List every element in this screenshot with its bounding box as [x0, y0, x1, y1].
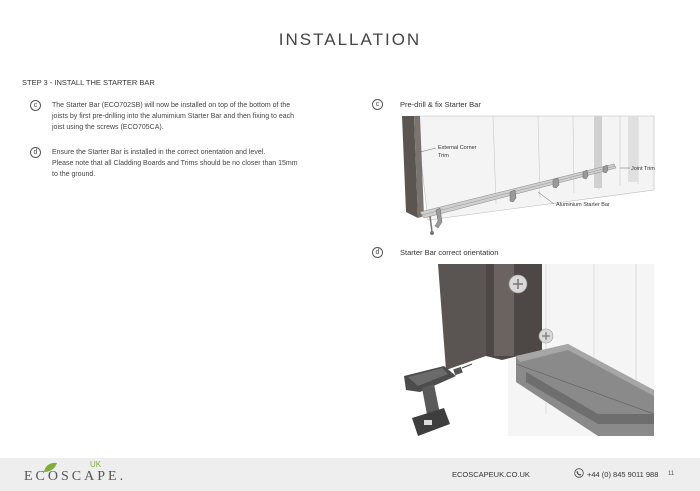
instruction-line: joist using the screws (ECO705CA).	[52, 124, 164, 131]
orientation-illustration	[398, 264, 654, 436]
instruction-c	[30, 100, 340, 133]
page-title: INSTALLATION	[278, 30, 422, 49]
badge-c: c	[372, 99, 383, 110]
badge-d: d	[372, 247, 383, 258]
figure-c-caption: c Pre-drill & fix Starter Bar	[372, 100, 481, 109]
starter-bar-illustration	[398, 112, 658, 242]
instruction-d	[30, 147, 340, 180]
instruction-line: joists by first pre-drilling into the alumimium Starter Bar and then fixing to each	[52, 113, 294, 120]
step-heading: STEP 3 - INSTALL THE STARTER BAR	[22, 78, 155, 87]
website-link[interactable]: ECOSCAPEUK.CO.UK	[452, 470, 530, 479]
footer	[0, 458, 700, 491]
page-number: 11	[668, 471, 675, 477]
logo-uk: UK	[90, 460, 102, 469]
label-corner-trim: External Corner	[438, 145, 477, 151]
label-starter-bar: Aluminium Starter Bar	[556, 202, 610, 208]
instruction-line: Ensure the Starter Bar is installed in the correct orientation and level.	[52, 149, 266, 156]
logo: ECOSCAPE.	[24, 469, 127, 484]
label-joint-trim: Joint Trim	[631, 166, 655, 172]
label-corner-trim-2: Trim	[438, 153, 449, 159]
figure-d-caption: d Starter Bar correct orientation	[372, 248, 498, 257]
phone-number[interactable]: +44 (0) 845 9011 988	[587, 470, 659, 479]
instruction-line: The Starter Bar (ECO702SB) will now be installed on top of the bottom of the	[52, 102, 291, 109]
badge-c: c	[30, 100, 41, 111]
badge-d: d	[30, 147, 41, 158]
instruction-line: to the ground.	[52, 171, 96, 178]
phone-icon	[574, 468, 584, 478]
instruction-line: Please note that all Cladding Boards and Trims should be no closer than 15mm	[52, 160, 298, 167]
